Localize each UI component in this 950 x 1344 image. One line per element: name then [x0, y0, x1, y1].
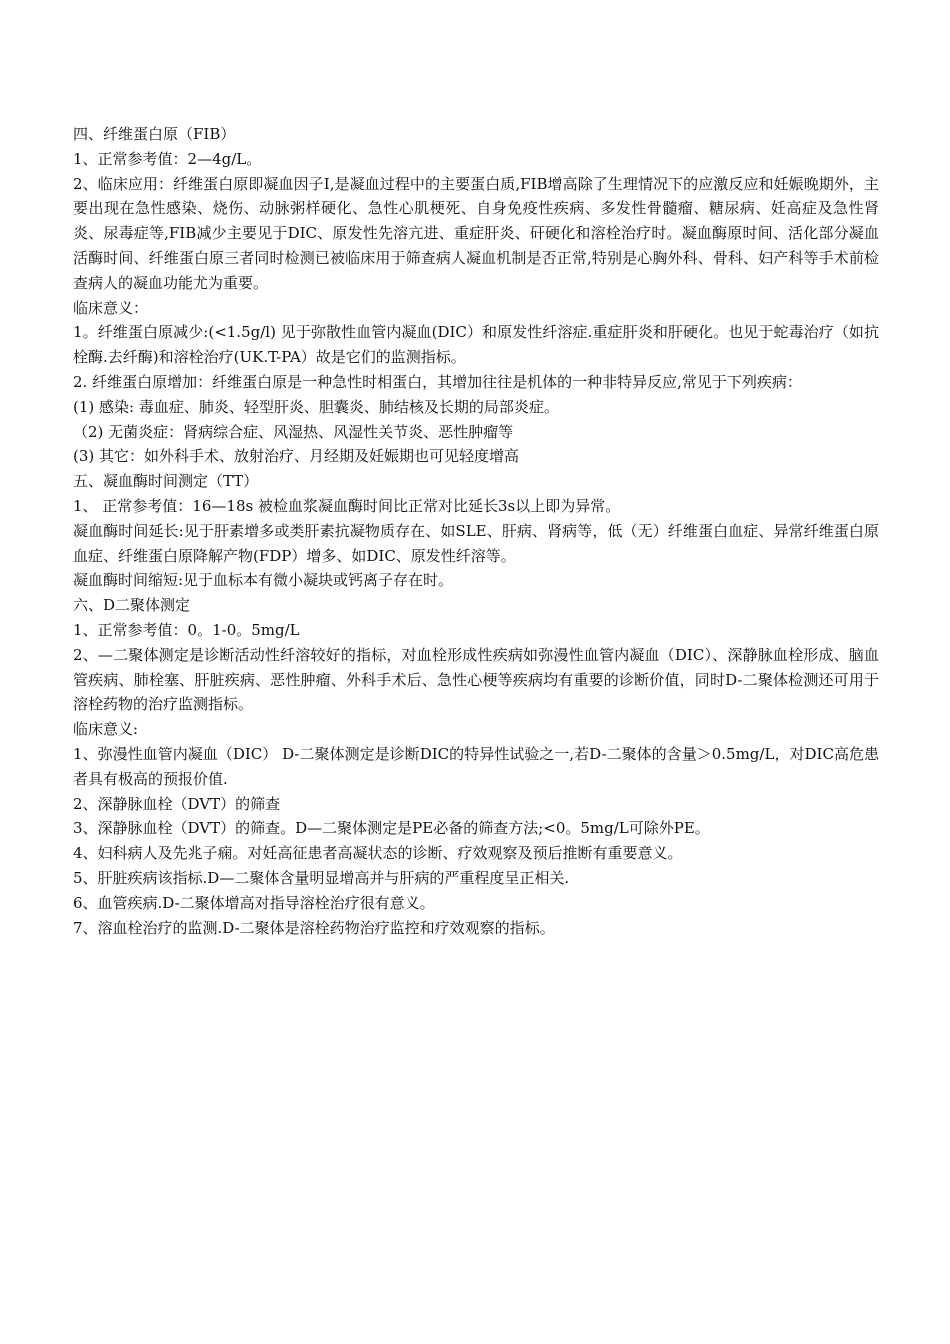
paragraph-d-dimer-reference: 1、正常参考值：0。1-0。5mg/L [73, 620, 300, 639]
section-heading-tt: 五、凝血酶时间测定（TT） [73, 472, 259, 491]
list-item-dvt-screening: 2、深静脉血栓（DVT）的筛查 [73, 794, 281, 813]
paragraph-fib-reference: 1、正常参考值：2—4g/L。 [73, 149, 262, 168]
paragraph-d-dimer-indicator: 2、—二聚体测定是诊断活动性纤溶较好的指标，对血栓形成性疾病如弥漫性血管内凝血（DIC）、深静脉血栓形成、脑血管疾病、肺栓塞、肝脏疾病、恶性肿瘤、外科手术后、急性心梗等疾病均有重要的诊断价值，同时D-二聚体检测还可用于溶栓药物的治疗监测指标。 [73, 645, 879, 714]
paragraph-fib-increase: 2. 纤维蛋白原增加：纤维蛋白原是一种急性时相蛋白，其增加往往是机体的一种非特异反应,常见于下列疾病： [73, 372, 802, 391]
paragraph-fib-decrease: 1。纤维蛋白原减少:(<1.5g/l) 见于弥散性血管内凝血(DIC）和原发性纤溶症.重症肝炎和肝硬化。也见于蛇毒治疗（如抗栓酶.去纤酶)和溶栓治疗(UK.T-PA）故是它们的监测指标。 [73, 323, 879, 367]
paragraph-tt-shortened: 凝血酶时间缩短:见于血标本有微小凝块或钙离子存在时。 [73, 571, 454, 590]
subheading-clinical-meaning: 临床意义： [73, 298, 149, 317]
list-item-dic: 1、弥漫性血管内凝血（DIC） D-二聚体测定是诊断DIC的特异性试验之一,若D-二聚体的含量＞0.5mg/L，对DIC高危患者具有极高的预报价值. [73, 744, 879, 788]
section-heading-fib: 四、纤维蛋白原（FIB） [73, 125, 236, 143]
paragraph-tt-reference: 1、 正常参考值：16—18s 被检血浆凝血酶时间比正常对比延长3s以上即为异常。 [73, 496, 621, 515]
document-body [73, 122, 879, 940]
subheading-clinical-meaning-2: 临床意义: [73, 720, 139, 739]
list-item-gynecology: 4、妇科病人及先兆子痫。对妊高征患者高凝状态的诊断、疗效观察及预后推断有重要意义。 [73, 844, 683, 863]
list-item-liver-disease: 5、肝脏疾病该指标.D—二聚体含量明显增高并与肝病的严重程度呈正相关. [73, 868, 570, 887]
paragraph-fib-clinical-use: 2、临床应用：纤维蛋白原即凝血因子Ⅰ,是凝血过程中的主要蛋白质,FIB增高除了生理情况下的应激反应和妊娠晚期外，主要出现在急性感染、烧伤、动脉粥样硬化、急性心肌梗死、自身免疫性疾病、多发性骨髓瘤、糖尿病、妊高症及急性肾炎、尿毒症等,FIB减少主要见于DIC、原发性先溶亢进、重症肝炎、矸硬化和溶栓治疗时。凝血酶原时间、活化部分凝血活酶时间、纤维蛋白原三者同时检测已被临床用于筛查病人凝血机制是否正常,特别是心胸外科、骨科、妇产科等手术前检查病人的凝血功能尤为重要。 [73, 174, 879, 292]
list-item-thrombolysis-monitoring: 7、溶血栓治疗的监测.D-二聚体是溶栓药物治疗监控和疗效观察的指标。 [73, 918, 555, 937]
section-heading-d-dimer: 六、D二聚体测定 [73, 596, 191, 615]
list-item-other: (3) 其它：如外科手术、放射治疗、月经期及妊娠期也可见轻度增高 [73, 447, 520, 466]
list-item-infection: (1) 感染: 毒血症、肺炎、轻型肝炎、胆囊炎、肺结核及长期的局部炎症。 [73, 397, 559, 416]
paragraph-tt-prolonged: 凝血酶时间延长:见于肝素增多或类肝素抗凝物质存在、如SLE、肝病、肾病等，低（无）纤维蛋白血症、异常纤维蛋白原血症、纤维蛋白原降解产物(FDP）增多、如DIC、原发性纤溶等。 [73, 521, 879, 565]
list-item-aseptic-inflammation: （2) 无菌炎症：肾病综合症、风湿热、风湿性关节炎、恶性肿瘤等 [73, 422, 514, 441]
list-item-vascular-disease: 6、血管疾病.D-二聚体增高对指导溶栓治疗很有意义。 [73, 893, 435, 912]
list-item-dvt-pe: 3、深静脉血栓（DVT）的筛查。D—二聚体测定是PE必备的筛查方法;<0。5mg/L可除外PE。 [73, 819, 710, 838]
